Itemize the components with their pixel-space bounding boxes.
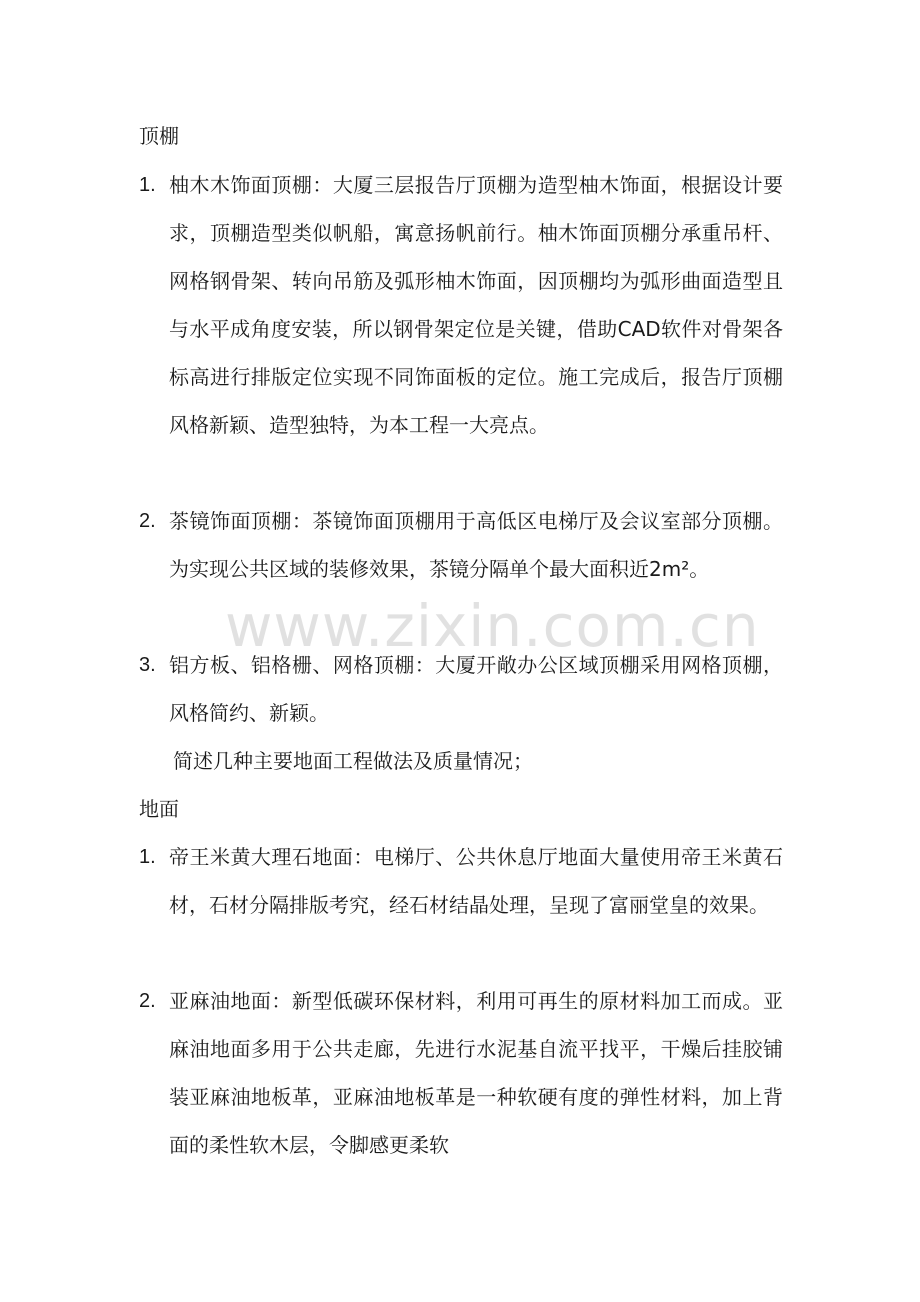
- ceiling-item-2: [139, 497, 789, 593]
- item-number: 1.: [139, 174, 156, 196]
- item-number: 2.: [139, 990, 156, 1012]
- floor-item-1: [139, 833, 789, 929]
- item-text: 铝方板、铝格栅、网格顶棚：大厦开敞办公区域顶棚采用网格顶棚，风格简约、新颖。: [169, 653, 783, 725]
- item-text: 柚木木饰面顶棚：大厦三层报告厅顶棚为造型柚木饰面，根据设计要求，顶棚造型类似帆船，寓意扬帆前行。柚木饰面顶棚分承重吊杆、网格钢骨架、转向吊筋及弧形柚木饰面，因顶棚均为弧形曲面造型且与水平成角度安装，所以钢骨架定位是关键，借助CAD软件对骨架各标高进行排版定位实现不同饰面板的定位。施工完成后，报告厅顶棚风格新颖、造型独特，为本工程一大亮点。: [169, 173, 783, 437]
- item-text: 帝王米黄大理石地面：电梯厅、公共休息厅地面大量使用帝王米黄石材，石材分隔排版考究，经石材结晶处理，呈现了富丽堂皇的效果。: [169, 845, 783, 917]
- item-number: 3.: [139, 654, 156, 676]
- item-text: 茶镜饰面顶棚：茶镜饰面顶棚用于高低区电梯厅及会议室部分顶棚。为实现公共区域的装修效果，茶镜分隔单个最大面积近2m²。: [169, 509, 783, 581]
- floor-heading: 地面: [139, 797, 179, 821]
- watermark: www.zixin.com.cn: [225, 592, 760, 660]
- ceiling-heading: 顶棚: [139, 124, 179, 148]
- ceiling-item-1: [139, 161, 789, 449]
- item-number: 1.: [139, 846, 156, 868]
- floor-item-2: [139, 977, 789, 1169]
- item-number: 2.: [139, 510, 156, 532]
- ceiling-item-3: [139, 641, 789, 737]
- summary-line: 简述几种主要地面工程做法及质量情况；: [173, 749, 533, 773]
- item-text: 亚麻油地面：新型低碳环保材料，利用可再生的原材料加工而成。亚麻油地面多用于公共走廊，先进行水泥基自流平找平，干燥后挂胶铺装亚麻油地板革，亚麻油地板革是一种软硬有度的弹性材料，加上背面的柔性软木层，令脚感更柔软: [169, 989, 783, 1157]
